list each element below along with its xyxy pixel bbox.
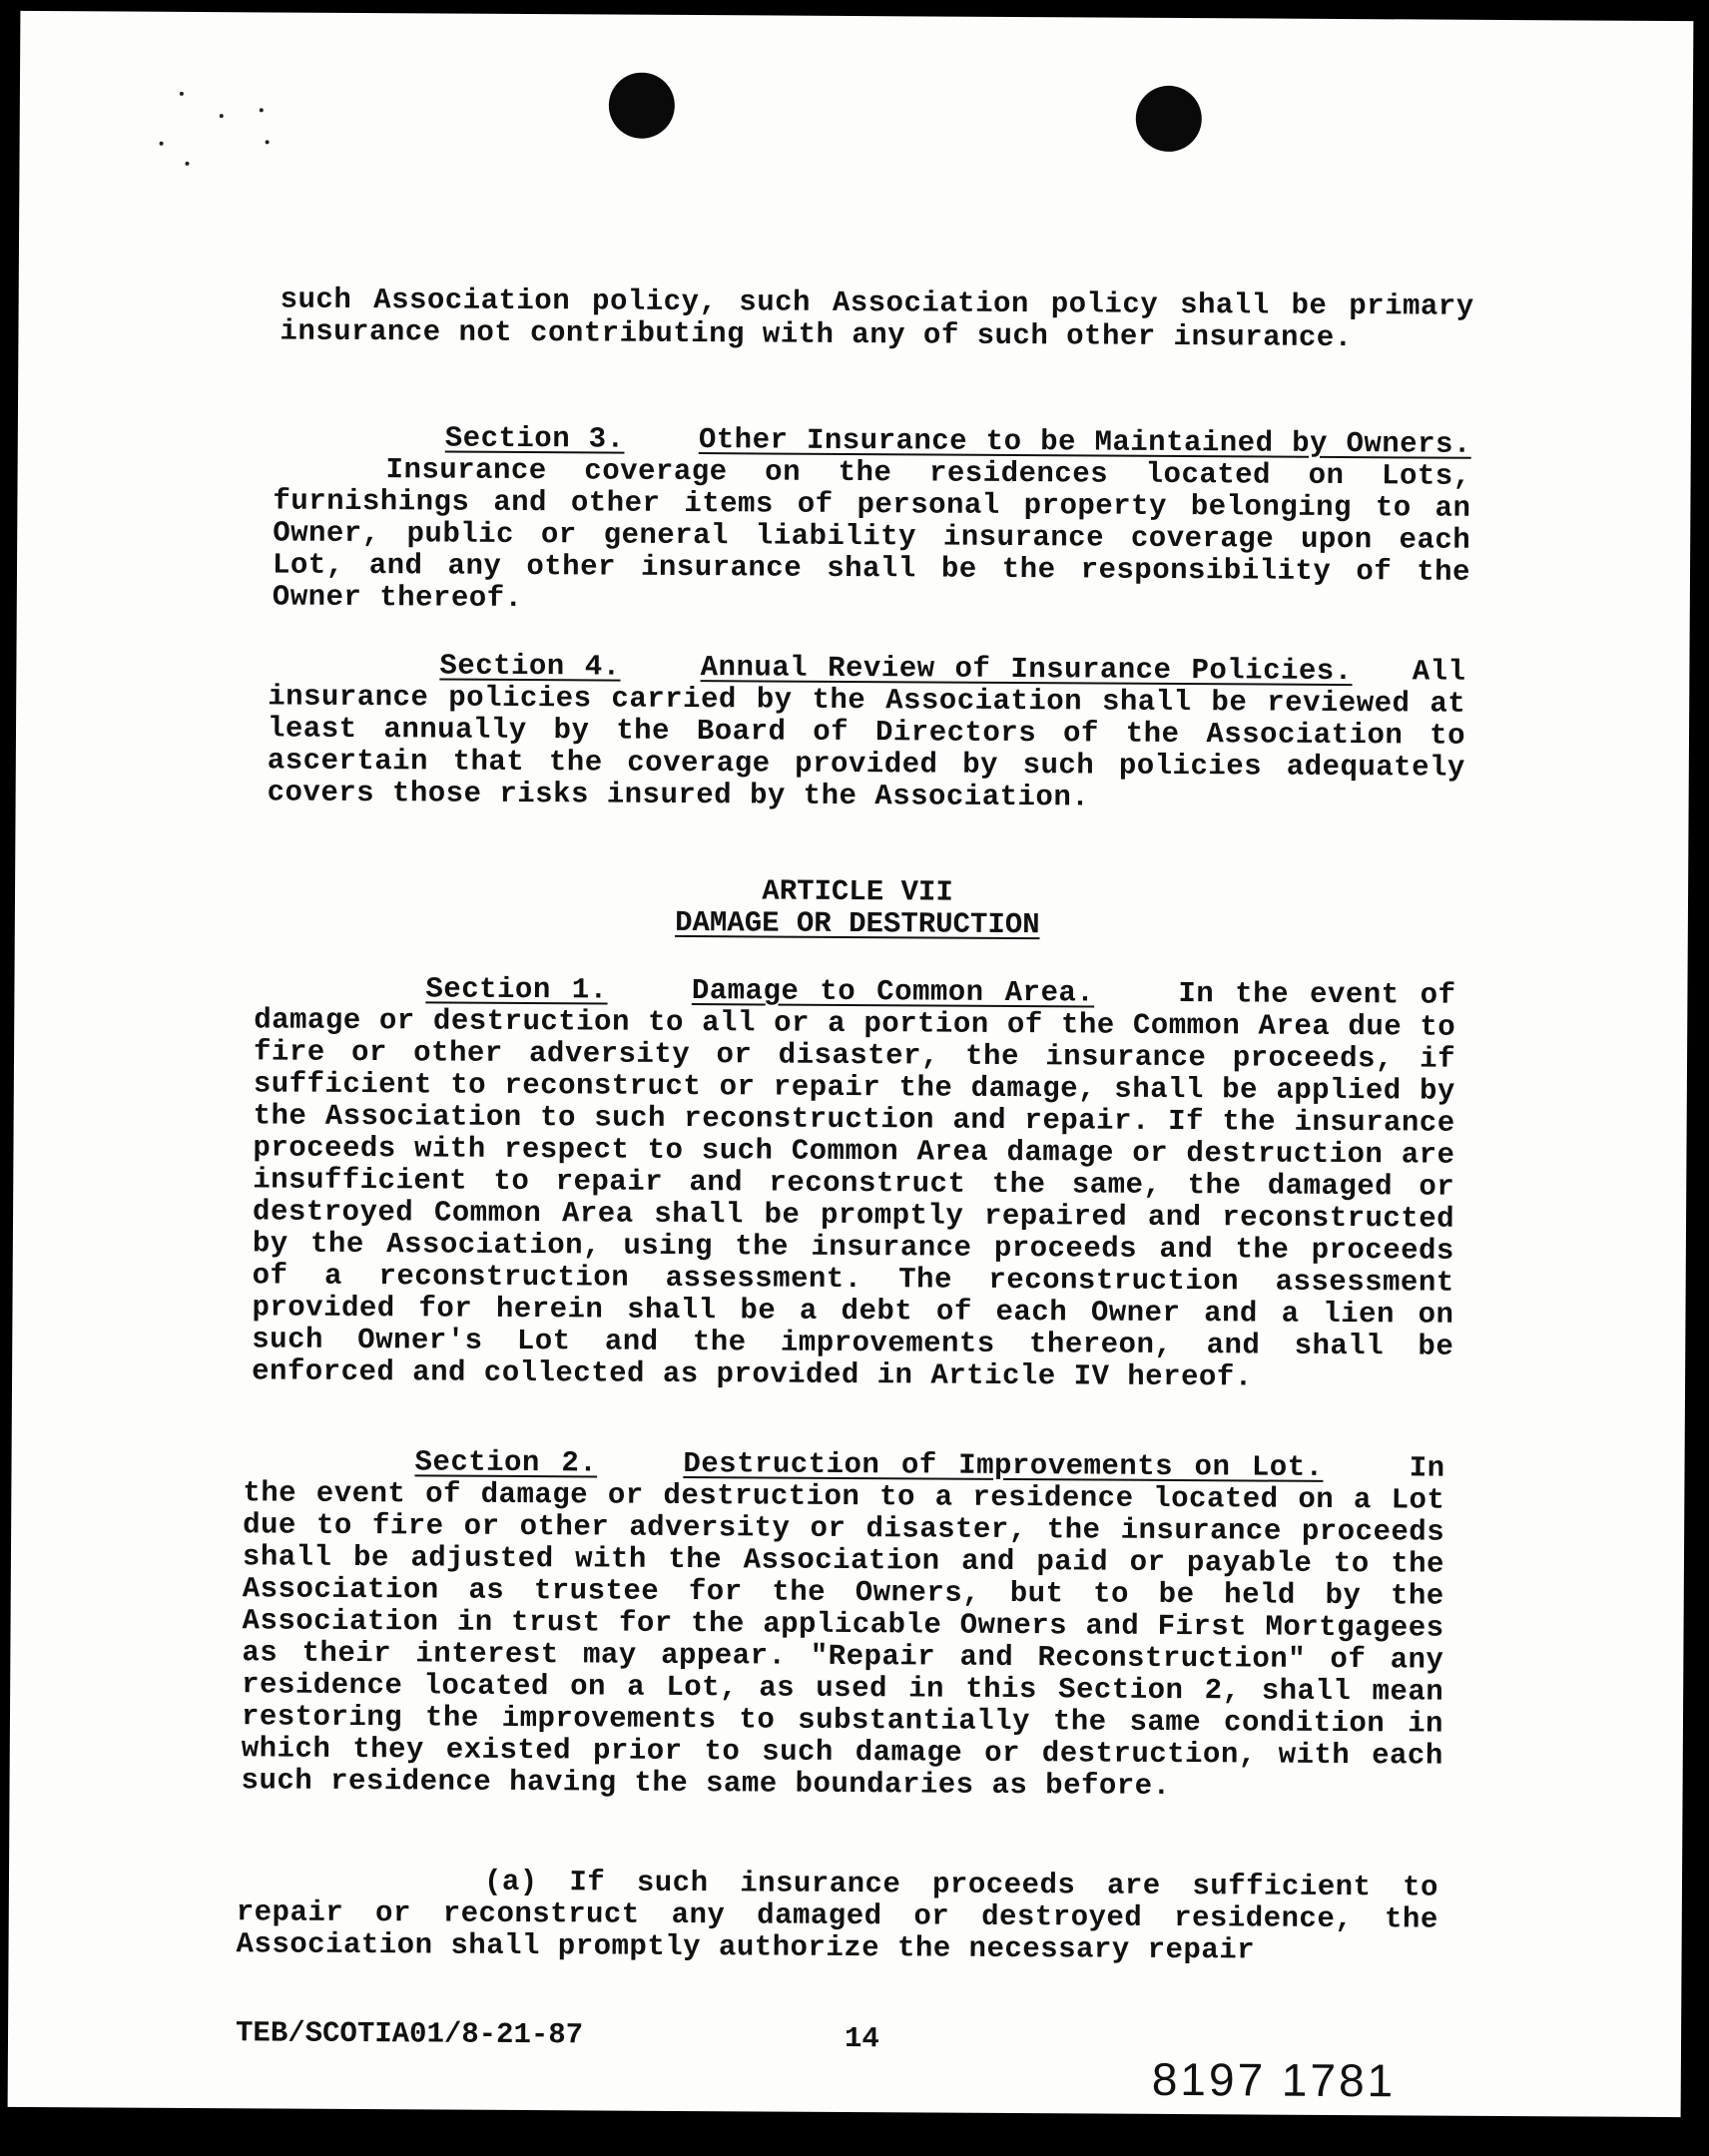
section-body: All insurance policies carried by the Association shall be reviewed at least annually by the Board of Directors of the Association to ascertain that the coverage provided by such policies adequately covers those risks insured by the Association. <box>267 655 1466 814</box>
scan-speck <box>185 162 189 166</box>
document-page <box>8 11 1694 2117</box>
scan-speck <box>260 108 264 112</box>
scan-speck <box>160 142 164 146</box>
section-label: Section 2. <box>414 1445 598 1480</box>
section-title: Damage to Common Area. <box>691 974 1095 1010</box>
article-number: ARTICLE VII <box>762 874 953 909</box>
section-label: Section 3. <box>444 421 625 456</box>
section-4 <box>268 649 1466 815</box>
punch-hole-right <box>1136 86 1202 152</box>
article-title: DAMAGE OR DESTRUCTION <box>675 905 1040 942</box>
section-body: In the event of damage or destruction to a residence located on a Lot due to fire or other adversity or disaster, the insurance proceeds shall be adjusted with the Association and paid or payable to the Association as trustee for the Owners, but to be held by the Association in trust for the applicable Owners and First Mortgagees as their interest may appear. "Repair and Reconstruction" of any residence located on a Lot, as used in this Section 2, shall mean restoring the improvements to substantially the same condition in which they existed prior to such damage or destruction, with each such residence having the same boundaries as before. <box>241 1451 1445 1803</box>
page-number: 14 <box>844 2021 879 2056</box>
article-section-1 <box>252 972 1456 1394</box>
scan-speck <box>266 140 270 144</box>
scan-speck <box>220 114 224 118</box>
paragraph-text: such Association policy, such Association policy shall be primary insurance not contributing with any of such other insurance. <box>280 282 1474 355</box>
section-title: Other Insurance to be Maintained by Owners. <box>698 423 1471 461</box>
punch-hole-left <box>609 73 675 139</box>
section-title: Destruction of Improvements on Lot. <box>683 1446 1324 1484</box>
article-section-2 <box>242 1445 1445 1804</box>
section-body: In the event of damage or destruction to all or a portion of the Common Area due to fire or other adversity or disaster, the insurance proceeds, if sufficient to reconstruct or repair the damage, shall be applied by the Association to such reconstruction and repair. If the insurance proceeds with respect to such Common Area damage or destruction are insufficient to repair and reconstruct the same, the damaged or destroyed Common Area shall be promptly repaired and reconstructed by the Association, using the insurance proceeds and the proceeds of a reconstruction assessment. The reconstruction assessment provided for herein shall be a debt of each Owner and a lien on such Owner's Lot and the improvements thereon, and shall be enforced and collected as provided in Article IV hereof. <box>252 977 1456 1394</box>
file-reference: TEB/SCOTIA01/8-21-87 <box>235 2016 584 2052</box>
article-heading <box>259 872 1456 943</box>
section-label: Section 4. <box>439 649 621 684</box>
paragraph-continuation <box>280 283 1473 354</box>
section-3 <box>273 421 1471 620</box>
subsection-a <box>237 1865 1439 1967</box>
section-title: Annual Review of Insurance Policies. <box>700 651 1353 689</box>
subsection-text: (a) If such insurance proceeds are sufficient to repair or reconstruct any damaged or destroyed residence, the Association shall promptly authorize the necessary repair <box>236 1865 1439 1967</box>
section-body: Insurance coverage on the residences located on Lots, furnishings and other items of personal property belonging to an Owner, public or general liability insurance coverage upon each Lot, and any other insurance shall be the responsibility of the Owner thereof. <box>272 453 1471 615</box>
section-label: Section 1. <box>425 972 608 1007</box>
scan-speck <box>180 92 184 96</box>
recording-book-page: 8197 1781 <box>1151 2052 1397 2107</box>
